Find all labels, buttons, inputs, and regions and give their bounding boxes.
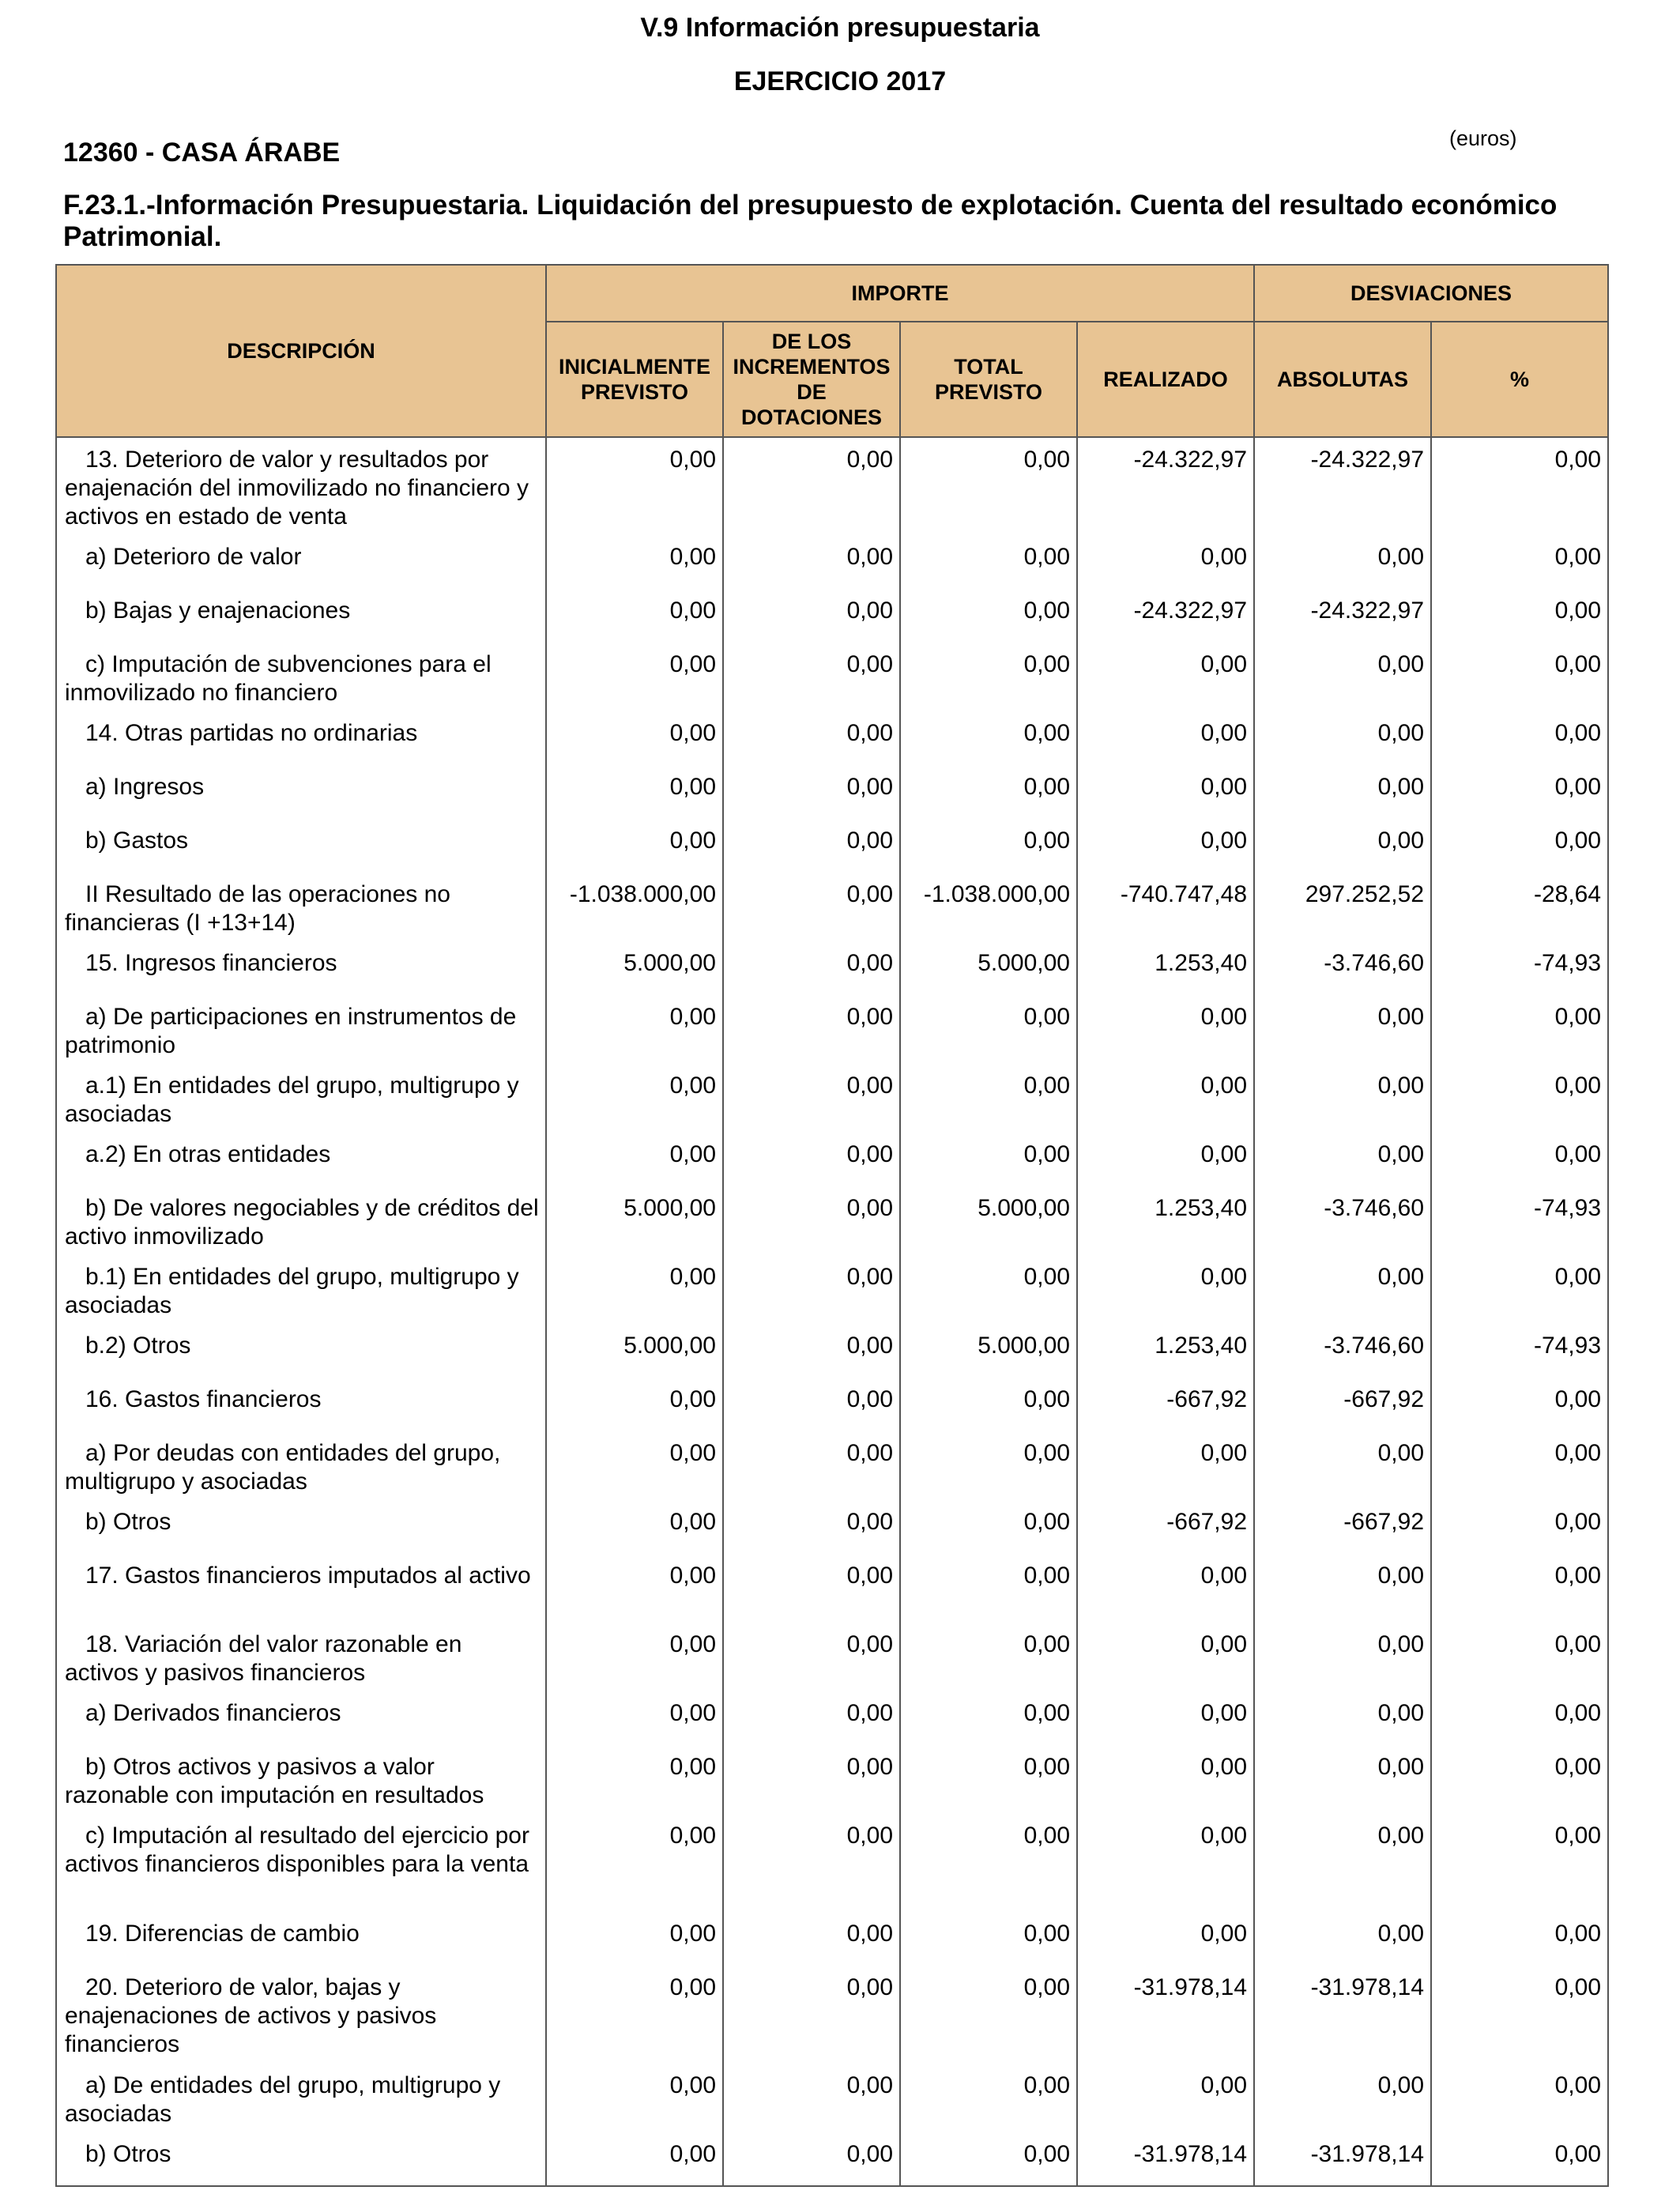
cell-pct: 0,00	[1431, 711, 1608, 765]
cell-absolutas: 0,00	[1254, 643, 1431, 711]
entity-name: 12360 - CASA ÁRABE	[63, 138, 341, 168]
cell-realizado: -31.978,14	[1077, 2132, 1254, 2186]
cell-absolutas: 0,00	[1254, 1064, 1431, 1133]
cell-realizado: -667,92	[1077, 1378, 1254, 1431]
row-description: b) Bajas y enajenaciones	[56, 589, 546, 643]
table-row	[56, 1814, 1608, 1912]
row-description: 17. Gastos financieros imputados al activo	[56, 1554, 546, 1623]
cell-absolutas: 0,00	[1254, 1691, 1431, 1745]
cell-realizado: -24.322,97	[1077, 589, 1254, 643]
cell-total: 0,00	[900, 1255, 1077, 1324]
cell-absolutas: 0,00	[1254, 1255, 1431, 1324]
cell-absolutas: 0,00	[1254, 1133, 1431, 1186]
cell-incrementos: 0,00	[723, 643, 900, 711]
document-subtitle: EJERCICIO 2017	[733, 66, 947, 96]
cell-inicial: 0,00	[546, 1912, 723, 1966]
cell-absolutas: 0,00	[1254, 1431, 1431, 1500]
cell-realizado: 0,00	[1077, 1691, 1254, 1745]
cell-pct: 0,00	[1431, 1255, 1608, 1324]
row-description: c) Imputación de subvenciones para el inmovilizado no financiero	[56, 643, 546, 711]
row-description: c) Imputación al resultado del ejercicio por activos financieros disponibles para la venta	[56, 1814, 546, 1912]
cell-incrementos: 0,00	[723, 535, 900, 589]
cell-realizado: -667,92	[1077, 1500, 1254, 1554]
cell-incrementos: 0,00	[723, 1691, 900, 1745]
cell-absolutas: -31.978,14	[1254, 1966, 1431, 2064]
table-row	[56, 1186, 1608, 1255]
cell-inicial: 0,00	[546, 1431, 723, 1500]
cell-absolutas: 0,00	[1254, 535, 1431, 589]
cell-absolutas: 0,00	[1254, 765, 1431, 819]
cell-incrementos: 0,00	[723, 1064, 900, 1133]
table-header	[56, 265, 1608, 437]
cell-incrementos: 0,00	[723, 1912, 900, 1966]
cell-pct: 0,00	[1431, 1500, 1608, 1554]
cell-incrementos: 0,00	[723, 711, 900, 765]
table-row	[56, 1431, 1608, 1500]
col-header-desviaciones: DESVIACIONES	[1254, 265, 1608, 322]
table-row	[56, 819, 1608, 873]
table-row	[56, 1745, 1608, 1814]
table-row	[56, 1691, 1608, 1745]
cell-total: 0,00	[900, 1378, 1077, 1431]
cell-realizado: 1.253,40	[1077, 1324, 1254, 1378]
cell-absolutas: -3.746,60	[1254, 941, 1431, 995]
table-row	[56, 1378, 1608, 1431]
cell-inicial: -1.038.000,00	[546, 873, 723, 941]
cell-absolutas: -3.746,60	[1254, 1324, 1431, 1378]
cell-incrementos: 0,00	[723, 1133, 900, 1186]
cell-pct: 0,00	[1431, 765, 1608, 819]
cell-total: 0,00	[900, 995, 1077, 1064]
cell-total: 0,00	[900, 1912, 1077, 1966]
cell-inicial: 0,00	[546, 1133, 723, 1186]
cell-total: 0,00	[900, 535, 1077, 589]
row-description: b) Otros activos y pasivos a valor razonable con imputación en resultados	[56, 1745, 546, 1814]
table-row	[56, 2064, 1608, 2132]
cell-inicial: 0,00	[546, 643, 723, 711]
cell-inicial: 0,00	[546, 1623, 723, 1691]
cell-total: 0,00	[900, 1431, 1077, 1500]
document-title: V.9 Información presupuestaria	[640, 13, 1040, 43]
cell-inicial: 0,00	[546, 1966, 723, 2064]
cell-incrementos: 0,00	[723, 873, 900, 941]
cell-pct: 0,00	[1431, 1064, 1608, 1133]
table-row	[56, 1966, 1608, 2064]
cell-absolutas: 0,00	[1254, 995, 1431, 1064]
col-header-total: TOTAL PREVISTO	[900, 322, 1077, 437]
cell-inicial: 5.000,00	[546, 1186, 723, 1255]
cell-absolutas: -667,92	[1254, 1378, 1431, 1431]
table-row	[56, 1064, 1608, 1133]
row-description: b.2) Otros	[56, 1324, 546, 1378]
cell-pct: 0,00	[1431, 1554, 1608, 1623]
row-description: a) De entidades del grupo, multigrupo y asociadas	[56, 2064, 546, 2132]
row-description: 16. Gastos financieros	[56, 1378, 546, 1431]
cell-total: 0,00	[900, 711, 1077, 765]
form-title: F.23.1.-Información Presupuestaria. Liquidación del presupuesto de explotación. Cuenta del resultado económico Patrimonial.	[63, 190, 1558, 252]
cell-total: 5.000,00	[900, 1186, 1077, 1255]
cell-inicial: 0,00	[546, 1745, 723, 1814]
cell-incrementos: 0,00	[723, 1324, 900, 1378]
cell-total: 0,00	[900, 1133, 1077, 1186]
cell-total: 0,00	[900, 2064, 1077, 2132]
cell-realizado: 0,00	[1077, 995, 1254, 1064]
cell-realizado: 0,00	[1077, 1431, 1254, 1500]
cell-incrementos: 0,00	[723, 1554, 900, 1623]
cell-total: -1.038.000,00	[900, 873, 1077, 941]
cell-incrementos: 0,00	[723, 819, 900, 873]
table-row	[56, 711, 1608, 765]
row-description: a) Derivados financieros	[56, 1691, 546, 1745]
cell-total: 0,00	[900, 1745, 1077, 1814]
row-description: b) De valores negociables y de créditos del activo inmovilizado	[56, 1186, 546, 1255]
cell-inicial: 0,00	[546, 1691, 723, 1745]
cell-realizado: 0,00	[1077, 819, 1254, 873]
cell-realizado: 0,00	[1077, 535, 1254, 589]
cell-pct: 0,00	[1431, 1814, 1608, 1912]
row-description: II Resultado de las operaciones no financieras (I +13+14)	[56, 873, 546, 941]
cell-absolutas: 0,00	[1254, 1912, 1431, 1966]
cell-inicial: 0,00	[546, 437, 723, 535]
cell-pct: 0,00	[1431, 643, 1608, 711]
cell-inicial: 0,00	[546, 535, 723, 589]
cell-total: 0,00	[900, 589, 1077, 643]
table-body	[56, 437, 1608, 2186]
row-description: 14. Otras partidas no ordinarias	[56, 711, 546, 765]
cell-realizado: 0,00	[1077, 1745, 1254, 1814]
row-description: 19. Diferencias de cambio	[56, 1912, 546, 1966]
cell-incrementos: 0,00	[723, 1186, 900, 1255]
cell-absolutas: -3.746,60	[1254, 1186, 1431, 1255]
col-header-inicial: INICIALMENTE PREVISTO	[546, 322, 723, 437]
cell-realizado: -24.322,97	[1077, 437, 1254, 535]
cell-realizado: 1.253,40	[1077, 1186, 1254, 1255]
table-row	[56, 1623, 1608, 1691]
row-description: b.1) En entidades del grupo, multigrupo y asociadas	[56, 1255, 546, 1324]
cell-realizado: -740.747,48	[1077, 873, 1254, 941]
cell-inicial: 0,00	[546, 995, 723, 1064]
table-row	[56, 995, 1608, 1064]
cell-incrementos: 0,00	[723, 765, 900, 819]
cell-pct: 0,00	[1431, 1966, 1608, 2064]
cell-total: 0,00	[900, 2132, 1077, 2186]
cell-incrementos: 0,00	[723, 1966, 900, 2064]
row-description: b) Otros	[56, 1500, 546, 1554]
table-row	[56, 941, 1608, 995]
cell-absolutas: -24.322,97	[1254, 589, 1431, 643]
cell-total: 5.000,00	[900, 941, 1077, 995]
cell-realizado: 0,00	[1077, 1623, 1254, 1691]
budget-table	[55, 264, 1609, 2187]
table-row	[56, 1500, 1608, 1554]
cell-incrementos: 0,00	[723, 1378, 900, 1431]
cell-realizado: 0,00	[1077, 711, 1254, 765]
cell-pct: 0,00	[1431, 1133, 1608, 1186]
cell-inicial: 0,00	[546, 1255, 723, 1324]
row-description: a) De participaciones en instrumentos de patrimonio	[56, 995, 546, 1064]
cell-incrementos: 0,00	[723, 2132, 900, 2186]
cell-pct: 0,00	[1431, 1912, 1608, 1966]
table-row	[56, 1554, 1608, 1623]
table-row	[56, 643, 1608, 711]
cell-realizado: 0,00	[1077, 1064, 1254, 1133]
cell-pct: -28,64	[1431, 873, 1608, 941]
cell-realizado: 0,00	[1077, 1814, 1254, 1912]
table-row	[56, 1324, 1608, 1378]
cell-realizado: 0,00	[1077, 2064, 1254, 2132]
col-header-pct: %	[1431, 322, 1608, 437]
cell-total: 0,00	[900, 1064, 1077, 1133]
cell-incrementos: 0,00	[723, 1500, 900, 1554]
cell-absolutas: 0,00	[1254, 1623, 1431, 1691]
col-header-absolutas: ABSOLUTAS	[1254, 322, 1431, 437]
cell-realizado: 0,00	[1077, 643, 1254, 711]
cell-inicial: 0,00	[546, 1064, 723, 1133]
cell-incrementos: 0,00	[723, 941, 900, 995]
cell-total: 0,00	[900, 1966, 1077, 2064]
cell-incrementos: 0,00	[723, 995, 900, 1064]
cell-total: 0,00	[900, 1623, 1077, 1691]
cell-incrementos: 0,00	[723, 1814, 900, 1912]
cell-total: 5.000,00	[900, 1324, 1077, 1378]
cell-total: 0,00	[900, 643, 1077, 711]
cell-inicial: 0,00	[546, 1814, 723, 1912]
cell-absolutas: 0,00	[1254, 1745, 1431, 1814]
table-row	[56, 1912, 1608, 1966]
cell-pct: -74,93	[1431, 1186, 1608, 1255]
table-row	[56, 765, 1608, 819]
cell-incrementos: 0,00	[723, 1431, 900, 1500]
cell-realizado: 1.253,40	[1077, 941, 1254, 995]
row-description: a) Deterioro de valor	[56, 535, 546, 589]
row-description: a) Ingresos	[56, 765, 546, 819]
cell-realizado: 0,00	[1077, 1554, 1254, 1623]
row-description: b) Gastos	[56, 819, 546, 873]
table-row	[56, 1133, 1608, 1186]
cell-incrementos: 0,00	[723, 2064, 900, 2132]
cell-realizado: 0,00	[1077, 1133, 1254, 1186]
currency-unit: (euros)	[1449, 126, 1517, 150]
cell-inicial: 0,00	[546, 589, 723, 643]
cell-inicial: 0,00	[546, 2064, 723, 2132]
table-row	[56, 437, 1608, 535]
col-header-realizado: REALIZADO	[1077, 322, 1254, 437]
cell-realizado: 0,00	[1077, 1912, 1254, 1966]
col-header-descripcion: DESCRIPCIÓN	[56, 265, 546, 437]
row-description: a.2) En otras entidades	[56, 1133, 546, 1186]
cell-realizado: -31.978,14	[1077, 1966, 1254, 2064]
cell-pct: -74,93	[1431, 941, 1608, 995]
row-description: 15. Ingresos financieros	[56, 941, 546, 995]
cell-pct: 0,00	[1431, 2064, 1608, 2132]
col-header-incrementos: DE LOS INCREMENTOS DE DOTACIONES	[723, 322, 900, 437]
col-header-importe: IMPORTE	[546, 265, 1254, 322]
table-row	[56, 873, 1608, 941]
cell-pct: 0,00	[1431, 589, 1608, 643]
cell-pct: -74,93	[1431, 1324, 1608, 1378]
cell-inicial: 0,00	[546, 1378, 723, 1431]
cell-incrementos: 0,00	[723, 437, 900, 535]
cell-inicial: 0,00	[546, 765, 723, 819]
cell-absolutas: 0,00	[1254, 1814, 1431, 1912]
cell-absolutas: -667,92	[1254, 1500, 1431, 1554]
cell-absolutas: 0,00	[1254, 711, 1431, 765]
cell-absolutas: 0,00	[1254, 1554, 1431, 1623]
cell-inicial: 0,00	[546, 1500, 723, 1554]
cell-pct: 0,00	[1431, 535, 1608, 589]
cell-total: 0,00	[900, 1500, 1077, 1554]
cell-inicial: 5.000,00	[546, 1324, 723, 1378]
table-row	[56, 589, 1608, 643]
cell-absolutas: 0,00	[1254, 2064, 1431, 2132]
cell-inicial: 0,00	[546, 711, 723, 765]
row-description: a.1) En entidades del grupo, multigrupo y asociadas	[56, 1064, 546, 1133]
table-row	[56, 1255, 1608, 1324]
cell-total: 0,00	[900, 819, 1077, 873]
cell-inicial: 0,00	[546, 2132, 723, 2186]
cell-total: 0,00	[900, 1691, 1077, 1745]
table-row	[56, 535, 1608, 589]
cell-pct: 0,00	[1431, 2132, 1608, 2186]
cell-absolutas: -24.322,97	[1254, 437, 1431, 535]
table-row	[56, 2132, 1608, 2186]
cell-realizado: 0,00	[1077, 1255, 1254, 1324]
cell-absolutas: -31.978,14	[1254, 2132, 1431, 2186]
cell-pct: 0,00	[1431, 437, 1608, 535]
cell-pct: 0,00	[1431, 995, 1608, 1064]
cell-pct: 0,00	[1431, 1431, 1608, 1500]
cell-inicial: 0,00	[546, 1554, 723, 1623]
cell-pct: 0,00	[1431, 1745, 1608, 1814]
cell-total: 0,00	[900, 1554, 1077, 1623]
row-description: 20. Deterioro de valor, bajas y enajenaciones de activos y pasivos financieros	[56, 1966, 546, 2064]
cell-absolutas: 0,00	[1254, 819, 1431, 873]
row-description: 18. Variación del valor razonable en activos y pasivos financieros	[56, 1623, 546, 1691]
cell-pct: 0,00	[1431, 819, 1608, 873]
cell-incrementos: 0,00	[723, 1623, 900, 1691]
cell-incrementos: 0,00	[723, 589, 900, 643]
cell-total: 0,00	[900, 1814, 1077, 1912]
cell-total: 0,00	[900, 765, 1077, 819]
row-description: 13. Deterioro de valor y resultados por enajenación del inmovilizado no financiero y activos en estado de venta	[56, 437, 546, 535]
cell-pct: 0,00	[1431, 1623, 1608, 1691]
cell-inicial: 0,00	[546, 819, 723, 873]
cell-absolutas: 297.252,52	[1254, 873, 1431, 941]
cell-total: 0,00	[900, 437, 1077, 535]
cell-pct: 0,00	[1431, 1691, 1608, 1745]
row-description: a) Por deudas con entidades del grupo, multigrupo y asociadas	[56, 1431, 546, 1500]
cell-realizado: 0,00	[1077, 765, 1254, 819]
cell-pct: 0,00	[1431, 1378, 1608, 1431]
cell-incrementos: 0,00	[723, 1255, 900, 1324]
row-description: b) Otros	[56, 2132, 546, 2186]
cell-incrementos: 0,00	[723, 1745, 900, 1814]
cell-inicial: 5.000,00	[546, 941, 723, 995]
